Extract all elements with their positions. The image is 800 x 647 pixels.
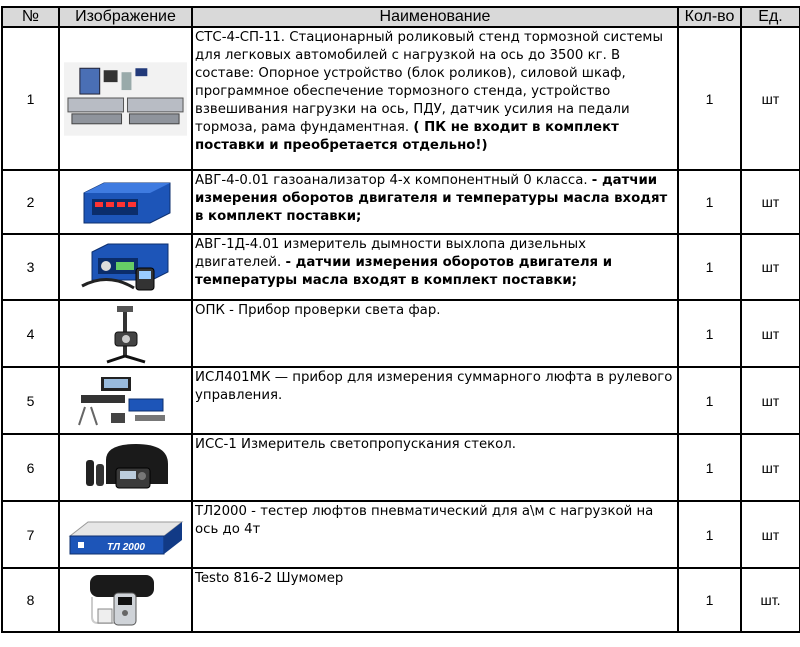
row-name-text: ОПК - Прибор проверки света фар. [195,303,441,318]
row-image [59,568,192,632]
row-qty: 1 [678,170,741,234]
row-image [59,27,192,170]
row-qty: 1 [678,27,741,170]
row-num: 1 [2,27,59,170]
roller-brake-stand-icon [64,62,187,136]
header-name: Наименование [192,7,678,27]
row-num: 3 [2,234,59,300]
row-unit: шт [741,27,800,170]
row-name-bold: - датчии измерения оборотов двигателя и температуры масла входят в комплект поставки; [195,173,668,224]
row-name-text: ТЛ2000 - тестер люфтов пневматический для а\м с нагрузкой на ось до 4т [195,504,654,537]
row-num: 8 [2,568,59,632]
table-row [2,27,800,170]
row-unit: шт [741,367,800,434]
row-name [192,367,678,434]
row-num: 6 [2,434,59,501]
table-row [2,300,800,367]
row-image [59,434,192,501]
row-image [59,170,192,234]
headlight-tester-icon [101,304,151,364]
table-row [2,170,800,234]
row-qty: 1 [678,568,741,632]
row-qty: 1 [678,300,741,367]
play-tester-plates-icon [68,512,184,558]
row-name [192,568,678,632]
row-name [192,434,678,501]
row-num: 2 [2,170,59,234]
row-name-bold: ( ПК не входит в комплект поставки и преобретается отдельно!) [195,120,619,153]
row-name [192,27,678,170]
header-num: № [2,7,59,27]
row-qty: 1 [678,501,741,568]
row-num: 7 [2,501,59,568]
row-unit: шт [741,501,800,568]
row-image [59,367,192,434]
row-unit: шт [741,234,800,300]
gas-analyzer-icon [78,179,174,225]
header-qty: Кол-во [678,7,741,27]
steering-play-meter-icon [71,373,181,429]
table-header-row [2,7,800,27]
row-name [192,300,678,367]
row-name-text: Testo 816-2 Шумомер [195,571,344,586]
play-tester-label: ТЛ 2000 [106,541,145,553]
header-image: Изображение [59,7,192,27]
row-image [59,234,192,300]
row-qty: 1 [678,367,741,434]
row-qty: 1 [678,434,741,501]
row-name-text: АВГ-1Д-4.01 измеритель дымности выхлопа дизельных двигателей. [195,237,586,270]
row-unit: шт [741,300,800,367]
row-num: 5 [2,367,59,434]
table-row [2,234,800,300]
row-name-text: СТС-4-СП-11. Стационарный роликовый стенд тормозной системы для легковых автомобилей с нагрузкой на ось до 3500 кг. В составе: Опорное устройство (блок роликов), силовой шкаф, программное обеспечение тормозного стенда, устройство взвешивания нагрузки на ось, ПДУ, датчик усилия на педали тормоза, рама фундаментная. [195,30,663,135]
table-row [2,568,800,632]
header-unit: Ед. [741,7,800,27]
row-name [192,501,678,568]
row-name-text: ИСЛ401МК — прибор для измерения суммарного люфта в рулевого управления. [195,370,673,403]
row-num: 4 [2,300,59,367]
row-unit: шт [741,434,800,501]
sound-level-meter-icon [84,573,168,627]
light-transmission-meter-icon [76,440,176,496]
row-qty: 1 [678,234,741,300]
equipment-table [1,6,800,633]
row-image [59,501,192,568]
table-row [2,501,800,568]
smoke-meter-icon [78,242,174,292]
row-unit: шт [741,170,800,234]
row-image [59,300,192,367]
table-row [2,434,800,501]
row-name-text: АВГ-4-0.01 газоанализатор 4-х компонентный 0 класса. [195,173,592,188]
row-name-text: ИСС-1 Измеритель светопропускания стекол. [195,437,517,452]
row-name [192,234,678,300]
table-row [2,367,800,434]
row-name [192,170,678,234]
row-name-bold: - датчии измерения оборотов двигателя и температуры масла входят в комплект поставки; [195,255,613,288]
row-unit: шт. [741,568,800,632]
